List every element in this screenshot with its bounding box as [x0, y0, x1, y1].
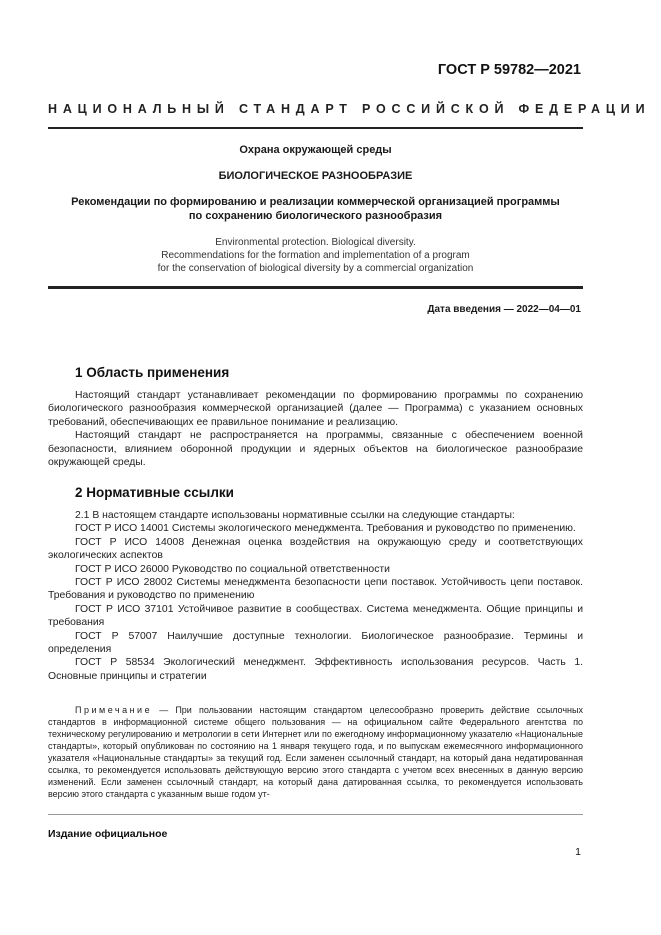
russian-title-line: по сохранению биологического разнообразия	[188, 210, 443, 222]
reference-item: ГОСТ Р ИСО 14001 Системы экологического менеджмента. Требования и руководство по применению.	[75, 523, 576, 535]
section-2-heading: 2 Нормативные ссылки	[75, 485, 234, 500]
english-title-line: Environmental protection. Biological diversity.	[215, 237, 416, 248]
note-text: — При пользовании настоящим стандартом целесообразно проверить действие ссылочных стандартов в информационной системе общего пользования — на официальном сайте Федерального агентства по техническому регулированию и метрологии в сети Интернет или по ежегодному информационному указателю «Национальные стандарты», который опубликован по состоянию на 1 января текущего года, и по выпускам ежемесячного информационного указателя «Национальные стандарты» за текущий год. Если заменен ссылочный стандарт, на который дана недатированная ссылка, то рекомендуется использовать действующую версию этого стандарта с учетом всех внесенных в данную версию изменений. Если заменен ссылочный стандарт, на который дана датированная ссылка, то рекомендуется использовать версию этого стандарта с указанным выше годом ут-	[48, 705, 583, 799]
gost-number: ГОСТ Р 59782—2021	[437, 62, 581, 78]
reference-item: ГОСТ Р ИСО 14008 Денежная оценка воздействия на окружающую среду и соответствующих экологических аспектов	[48, 536, 583, 562]
reference-item: ГОСТ Р 57007 Наилучшие доступные технологии. Биологическое разнообразие. Термины и определения	[48, 630, 583, 656]
section-2-body	[48, 509, 583, 683]
top-rule	[48, 127, 583, 129]
section-1-body	[48, 389, 583, 469]
title-rule	[48, 286, 583, 289]
paragraph: Настоящий стандарт устанавливает рекомендации по формированию программы по сохранению биологического разнообразия коммерческой организацией (далее — Программа) с указанием основных требований, обеспечивающих ее правильное понимание и реализацию.	[48, 390, 583, 428]
subject-title: Охрана окружающей среды	[239, 144, 392, 156]
section-1-heading: 1 Область применения	[75, 365, 230, 380]
footer-rule	[48, 814, 583, 815]
main-title: БИОЛОГИЧЕСКОЕ РАЗНООБРАЗИЕ	[218, 170, 413, 182]
russian-title	[48, 195, 583, 223]
paragraph: Настоящий стандарт не распространяется на программы, связанные с обеспечением военной безопасности, влиянием оборонной продукции и ядерных объектов на биологическое разнообразие окружающей среды.	[48, 430, 583, 469]
english-title-line: Recommendations for the formation and implementation of a program	[161, 250, 470, 261]
paragraph: 2.1 В настоящем стандарте использованы нормативные ссылки на следующие стандарты:	[75, 510, 515, 521]
note-label: Примечание	[75, 705, 153, 715]
reference-item: ГОСТ Р ИСО 28002 Системы менеджмента безопасности цепи поставок. Устойчивость цепи поставок. Требования и руководство по применению	[48, 577, 583, 602]
reference-item: ГОСТ Р ИСО 26000 Руководство по социальной ответственности	[75, 563, 390, 575]
note	[48, 704, 583, 800]
reference-item: ГОСТ Р 58534 Экологический менеджмент. Эффективность использования ресурсов. Часть 1. Основные принципы и стратегии	[48, 657, 583, 682]
edition-label: Издание официальное	[48, 828, 168, 840]
reference-item: ГОСТ Р ИСО 37101 Устойчивое развитие в сообществах. Система менеджмента. Общие принципы и требования	[48, 603, 583, 629]
english-title-line: for the conservation of biological diversity by a commercial organization	[157, 263, 474, 274]
national-standard-banner: НАЦИОНАЛЬНЫЙ СТАНДАРТ РОССИЙСКОЙ ФЕДЕРАЦИИ	[48, 102, 651, 116]
english-title	[48, 236, 583, 275]
introduction-date: Дата введения — 2022—04—01	[427, 304, 581, 315]
page-number: 1	[575, 846, 581, 858]
russian-title-line: Рекомендации по формированию и реализации коммерческой организацией программы	[71, 196, 560, 208]
